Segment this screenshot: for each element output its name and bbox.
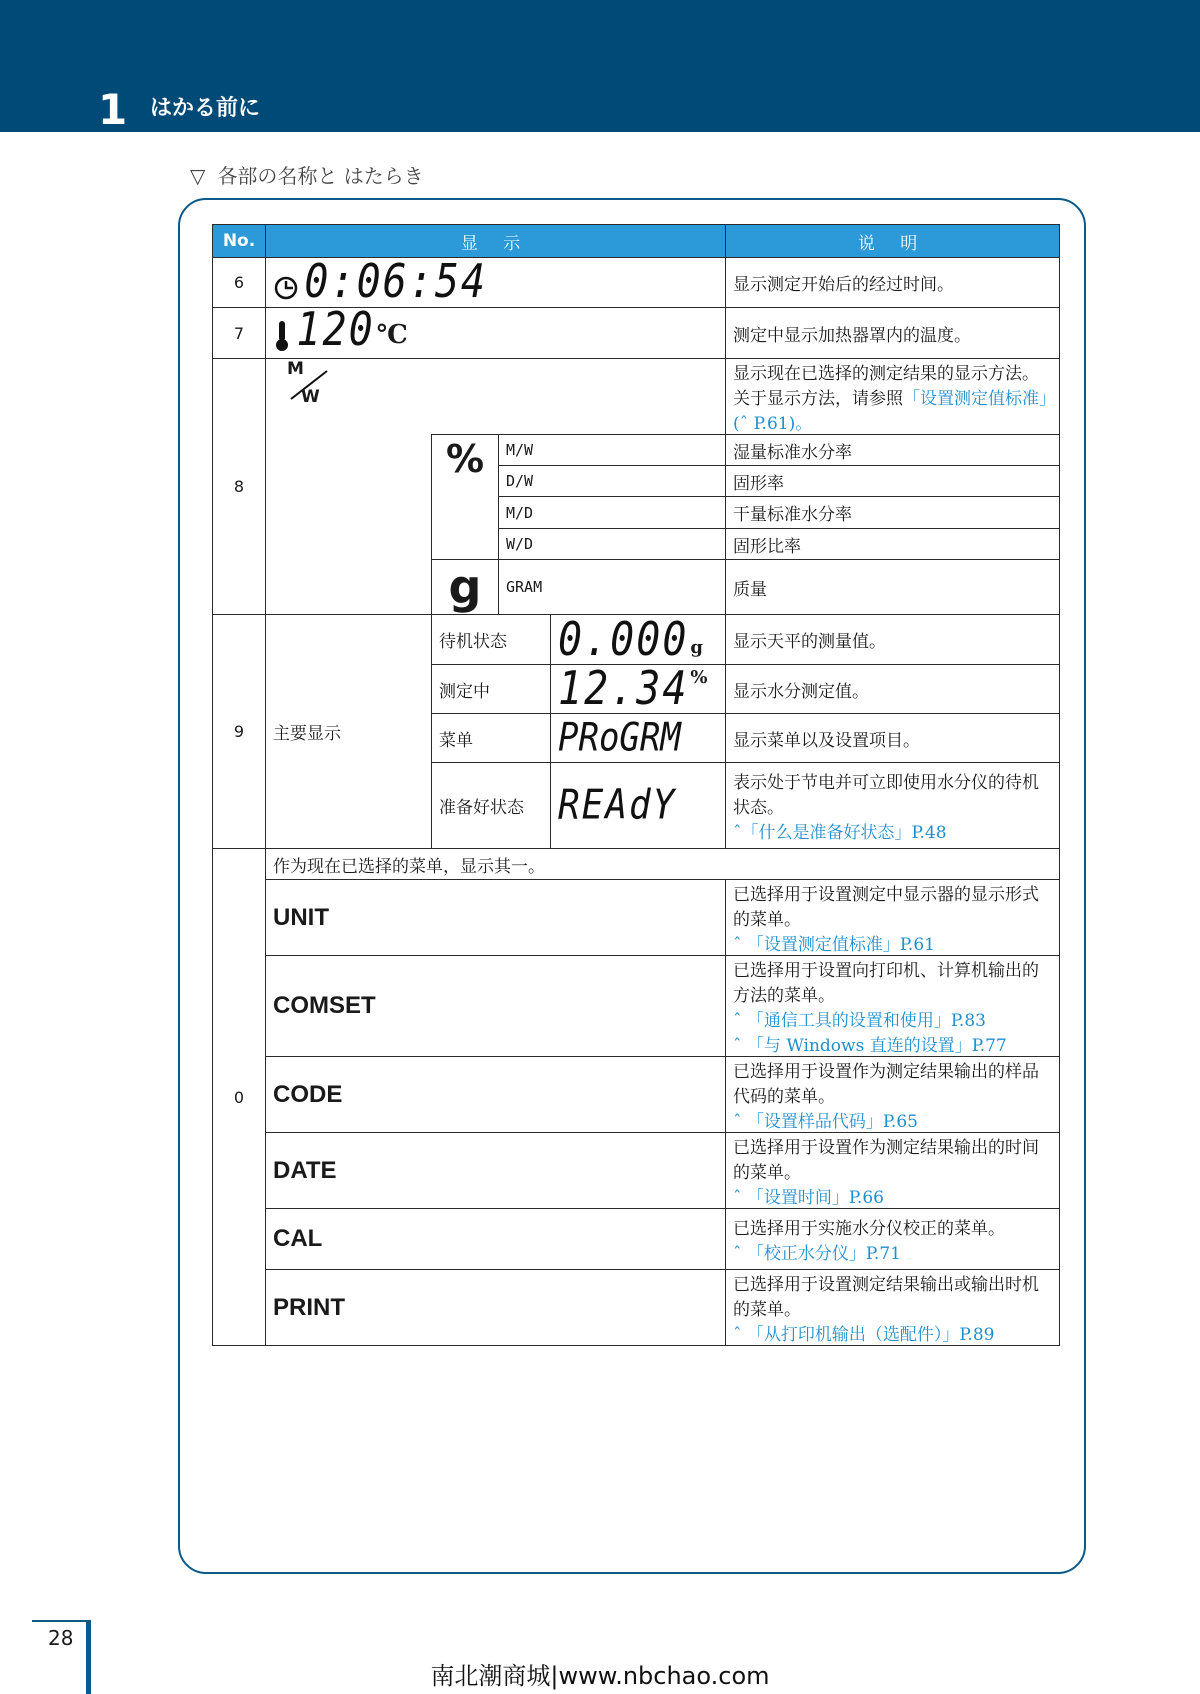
description-cell — [726, 1133, 1060, 1209]
description-line: 已选择用于设置测定中显示器的显示形式的菜单。 — [733, 885, 1040, 930]
elapsed-time-lcd: 0:06:54 — [304, 255, 487, 308]
reference-link[interactable]: ˆ 「从打印机输出（选配件）」P.89 — [733, 1325, 995, 1345]
state-lcd-cell — [551, 615, 726, 665]
triangle-down-icon: ▽ — [190, 164, 206, 188]
menu-name: UNIT — [266, 880, 726, 956]
description-cell: 显示水分测定值。 — [726, 665, 1060, 714]
page-number-rule — [32, 1620, 90, 1622]
reference-link[interactable]: ˆ 「通信工具的设置和使用」P.83 — [733, 1011, 986, 1031]
table-row — [213, 359, 1060, 435]
description-cell: 显示天平的测量值。 — [726, 615, 1060, 665]
celsius-unit: ℃ — [376, 320, 408, 350]
thermometer-icon — [273, 319, 291, 358]
menu-name: CAL — [266, 1209, 726, 1270]
ready-lcd: REAdY — [558, 781, 677, 829]
footer-text: 南北潮商城|www.nbchao.com — [430, 1662, 770, 1690]
state-label: 测定中 — [432, 665, 551, 714]
table-row — [213, 849, 1060, 880]
percent-unit: % — [690, 667, 708, 688]
menu-intro: 作为现在已选择的菜单，显示其一。 — [266, 849, 1060, 880]
table-row — [213, 615, 1060, 665]
description-line: 已选择用于设置作为测定结果输出的时间的菜单。 — [733, 1138, 1040, 1183]
header-bar — [0, 0, 1200, 132]
clock-icon — [273, 275, 299, 306]
table-row — [213, 880, 1060, 956]
description-line: 显示现在已选择的测定结果的显示方法。 — [733, 364, 1040, 384]
menu-name: COMSET — [266, 956, 726, 1057]
reference-link[interactable]: ˆ 「设置时间」P.66 — [733, 1188, 884, 1208]
menu-name: PRINT — [266, 1270, 726, 1346]
header-no: No. — [213, 225, 266, 258]
chapter-title: はかる前に — [150, 96, 261, 121]
display-cell — [266, 303, 726, 359]
table-row — [213, 1270, 1060, 1346]
reference-link[interactable]: ˆ 「与 Windows 直连的设置」P.77 — [733, 1036, 1007, 1056]
menu-lcd: PRoGRM — [558, 715, 681, 761]
gram-unit: g — [690, 636, 704, 658]
mode-meaning: 固形比率 — [726, 529, 1060, 560]
description-line: 已选择用于设置作为测定结果输出的样品代码的菜单。 — [733, 1062, 1040, 1107]
reference-link[interactable]: ˆ「什么是准备好状态」P.48 — [733, 823, 947, 843]
table-header-row — [213, 225, 1060, 258]
mode-code: M/D — [499, 497, 726, 529]
state-label: 菜单 — [432, 714, 551, 763]
row-number: 0 — [213, 849, 266, 1346]
gram-symbol: g — [432, 560, 499, 615]
table-row — [213, 258, 1060, 308]
mode-meaning: 干量标准水分率 — [726, 497, 1060, 529]
table-row — [213, 1057, 1060, 1133]
description-cell — [726, 880, 1060, 956]
mode-code: D/W — [499, 466, 726, 497]
description-cell — [726, 1270, 1060, 1346]
reference-link[interactable]: ˆ 「设置测定值标准」P.61 — [733, 935, 935, 955]
description-line: 已选择用于实施水分仪校正的菜单。 — [733, 1219, 1006, 1239]
reference-link[interactable]: ˆ 「设置样品代码」P.65 — [733, 1112, 918, 1132]
percent-symbol: % — [432, 435, 499, 560]
section-title: 各部の名称と はたらき — [217, 164, 424, 188]
mode-code: GRAM — [499, 560, 726, 615]
table-row — [213, 1133, 1060, 1209]
row-number: 6 — [213, 258, 266, 308]
header-description: 说 明 — [726, 225, 1060, 258]
page-number: 28 — [48, 1626, 74, 1650]
mw-fraction-icon: M W — [273, 359, 333, 409]
description-text: 关于显示方法，请参照 — [733, 389, 904, 409]
section-heading — [190, 160, 424, 189]
reference-link[interactable]: ˆ 「校正水分仪」P.71 — [733, 1244, 901, 1264]
mode-meaning: 质量 — [726, 560, 1060, 615]
description-cell — [726, 956, 1060, 1057]
state-lcd-cell — [551, 662, 726, 716]
description-cell — [726, 763, 1060, 849]
standby-lcd: 0.000 — [558, 613, 689, 666]
description-cell: 显示测定开始后的经过时间。 — [726, 258, 1060, 308]
mode-meaning: 固形率 — [726, 466, 1060, 497]
blank-cell — [266, 435, 432, 615]
state-lcd-cell — [551, 714, 726, 763]
chapter-number: 1 — [98, 85, 128, 134]
mode-meaning: 湿量标准水分率 — [726, 435, 1060, 466]
row-number: 9 — [213, 615, 266, 849]
row-number: 7 — [213, 308, 266, 359]
display-cell — [266, 359, 726, 435]
temperature-lcd: 120 — [296, 303, 375, 357]
state-label: 准备好状态 — [432, 763, 551, 849]
reference-link[interactable]: 「设置测定值标准」(ˆ P.61)。 — [733, 389, 1048, 434]
mode-code: W/D — [499, 529, 726, 560]
table-row — [213, 1209, 1060, 1270]
header-display: 显 示 — [266, 225, 726, 258]
table-row — [213, 956, 1060, 1057]
state-lcd-cell — [551, 763, 726, 849]
main-display-label: 主要显示 — [266, 615, 432, 849]
description-cell — [726, 359, 1060, 435]
state-label: 待机状态 — [432, 615, 551, 665]
row-number: 8 — [213, 359, 266, 615]
description-line: 已选择用于设置测定结果输出或输出时机的菜单。 — [733, 1275, 1040, 1320]
menu-name: CODE — [266, 1057, 726, 1133]
description-line: 已选择用于设置向打印机、计算机输出的方法的菜单。 — [733, 961, 1040, 1006]
description-cell — [726, 1209, 1060, 1270]
table-row — [213, 435, 1060, 466]
description-cell: 测定中显示加热器罩内的温度。 — [726, 308, 1060, 359]
table-row — [213, 308, 1060, 359]
description-cell: 显示菜单以及设置项目。 — [726, 714, 1060, 763]
display-cell — [266, 255, 726, 308]
mode-code: M/W — [499, 435, 726, 466]
description-cell — [726, 1057, 1060, 1133]
measuring-lcd: 12.34 — [558, 662, 689, 716]
display-table — [212, 224, 1060, 1346]
description-line: 表示处于节电并可立即使用水分仪的待机状态。 — [733, 773, 1040, 818]
menu-name: DATE — [266, 1133, 726, 1209]
